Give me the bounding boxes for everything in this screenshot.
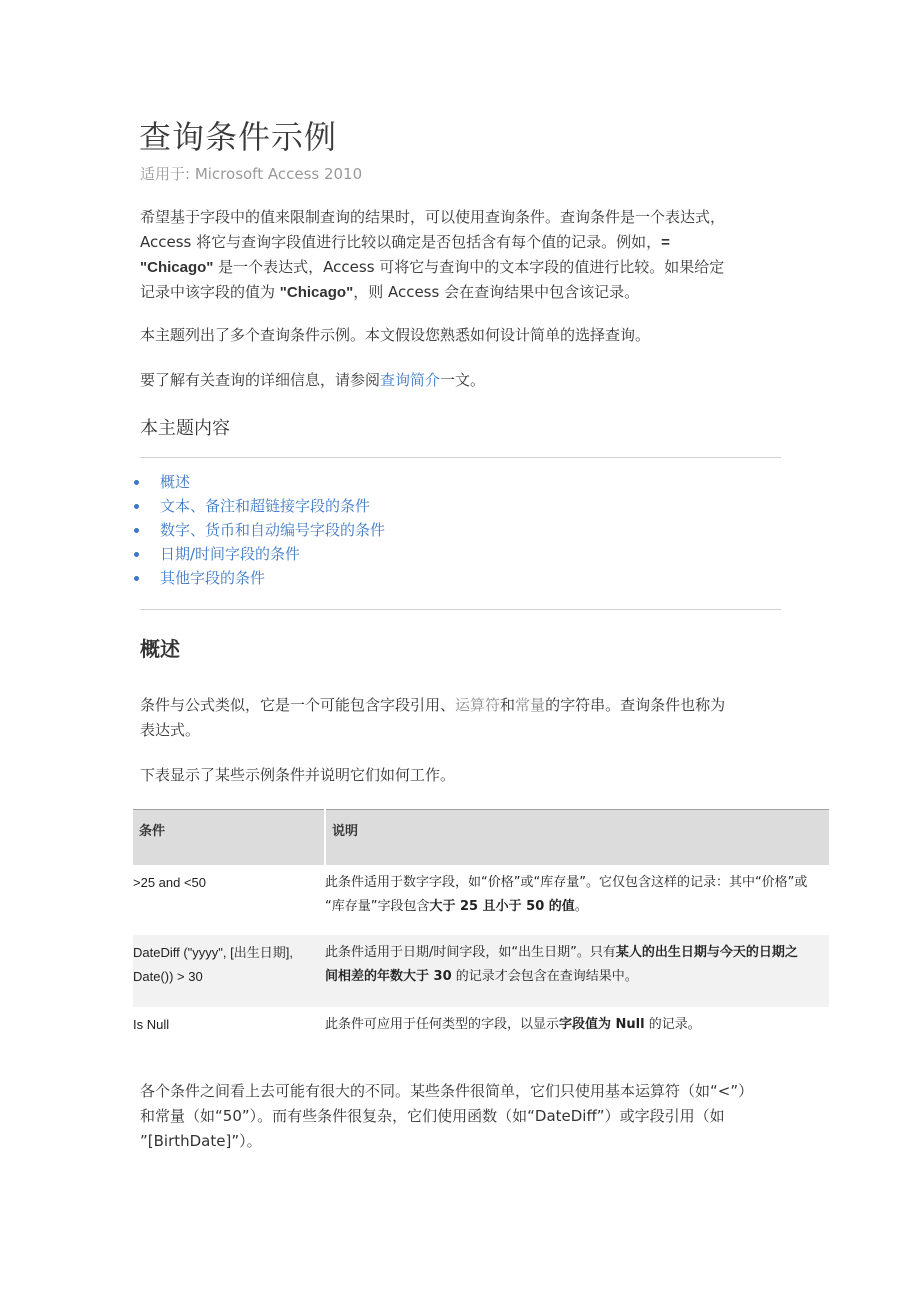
description-cell bbox=[325, 935, 829, 1007]
overview-text: 和 bbox=[500, 696, 516, 714]
intro-paragraph-3 bbox=[140, 368, 790, 393]
closing-line: 各个条件之间看上去可能有很大的不同。某些条件很简单，它们只使用基本运算符（如“<”） bbox=[140, 1082, 754, 1100]
criteria-text: DateDiff ("yyyy", [出生日期], bbox=[133, 944, 293, 960]
table-row bbox=[133, 865, 829, 935]
divider bbox=[140, 609, 781, 610]
description-cell bbox=[325, 1007, 829, 1045]
column-header-criteria: 条件 bbox=[133, 810, 325, 865]
description-text: 的记录。 bbox=[644, 1016, 701, 1032]
operator-link[interactable]: 运算符 bbox=[455, 696, 501, 714]
intro-text: 一文。 bbox=[440, 371, 486, 389]
description-text: 。 bbox=[574, 898, 588, 914]
intro-bold: = bbox=[661, 234, 670, 251]
table-row bbox=[133, 1007, 829, 1045]
description-bold: 某人的出生日期与今天的日期之 bbox=[615, 944, 798, 960]
intro-text: 希望基于字段中的值来限制查询的结果时，可以使用查询条件。查询条件是一个表达式， bbox=[140, 208, 726, 226]
description-bold: 间相差的年数大于 30 bbox=[325, 968, 452, 984]
description-bold: 字段值为 Null bbox=[559, 1016, 645, 1032]
criteria-table bbox=[133, 809, 829, 1045]
table-row bbox=[133, 935, 829, 1007]
intro-text: 记录中该字段的值为 bbox=[140, 283, 280, 301]
divider bbox=[140, 457, 781, 458]
description-text: 此条件适用于数字字段，如“价格”或“库存量”。它仅包含这样的记录：其中“价格”或 bbox=[325, 874, 808, 890]
table-header-row bbox=[133, 810, 829, 865]
description-text: 的记录才会包含在查询结果中。 bbox=[451, 968, 638, 984]
applies-to: 适用于: Microsoft Access 2010 bbox=[140, 165, 363, 183]
criteria-cell bbox=[133, 935, 325, 1007]
overview-paragraph-1 bbox=[140, 693, 790, 743]
description-cell bbox=[325, 865, 829, 935]
description-text: 此条件可应用于任何类型的字段，以显示 bbox=[325, 1016, 560, 1032]
closing-paragraph bbox=[140, 1079, 790, 1154]
toc-link-text-fields[interactable]: 文本、备注和超链接字段的条件 bbox=[160, 494, 385, 518]
closing-line: ”[BirthDate]”）。 bbox=[140, 1132, 262, 1150]
toc-link-overview[interactable]: 概述 bbox=[160, 470, 385, 494]
overview-text: 表达式。 bbox=[140, 721, 201, 739]
toc-link-date-fields[interactable]: 日期/时间字段的条件 bbox=[160, 542, 385, 566]
intro-paragraph-2: 本主题列出了多个查询条件示例。本文假设您熟悉如何设计简单的选择查询。 bbox=[140, 326, 651, 344]
toc-list bbox=[160, 470, 385, 590]
description-text: “库存量”字段包含 bbox=[325, 898, 430, 914]
overview-paragraph-2: 下表显示了某些示例条件并说明它们如何工作。 bbox=[140, 766, 456, 784]
toc-link-other-fields[interactable]: 其他字段的条件 bbox=[160, 566, 385, 590]
toc-heading: 本主题内容 bbox=[140, 418, 230, 439]
description-bold: 大于 25 且小于 50 的值 bbox=[429, 898, 575, 914]
intro-bold: "Chicago" bbox=[279, 284, 354, 301]
intro-bold: "Chicago" bbox=[140, 259, 214, 276]
criteria-text: Date()) > 30 bbox=[133, 968, 203, 984]
constant-link[interactable]: 常量 bbox=[515, 696, 546, 714]
column-header-description: 说明 bbox=[325, 810, 829, 865]
criteria-cell: >25 and <50 bbox=[133, 874, 207, 890]
description-text: 此条件适用于日期/时间字段，如“出生日期”。只有 bbox=[325, 944, 616, 960]
overview-text: 的字符串。查询条件也称为 bbox=[545, 696, 726, 714]
overview-text: 条件与公式类似，它是一个可能包含字段引用、 bbox=[140, 696, 456, 714]
intro-text: 是一个表达式，Access 可将它与查询中的文本字段的值进行比较。如果给定 bbox=[213, 258, 725, 276]
query-intro-link[interactable]: 查询简介 bbox=[380, 371, 441, 389]
intro-text: ，则 Access 会在查询结果中包含该记录。 bbox=[353, 283, 640, 301]
intro-paragraph-1 bbox=[140, 205, 790, 305]
criteria-cell: Is Null bbox=[133, 1016, 170, 1032]
page-title: 查询条件示例 bbox=[139, 118, 338, 156]
closing-line: 和常量（如“50”）。而有些条件很复杂，它们使用函数（如“DateDiff”）或字段引用（如 bbox=[140, 1107, 725, 1125]
intro-text: Access 将它与查询字段值进行比较以确定是否包括含有每个值的记录。例如， bbox=[140, 233, 662, 251]
toc-link-number-fields[interactable]: 数字、货币和自动编号字段的条件 bbox=[160, 518, 385, 542]
overview-heading: 概述 bbox=[140, 637, 180, 661]
intro-text: 要了解有关查询的详细信息，请参阅 bbox=[140, 371, 381, 389]
